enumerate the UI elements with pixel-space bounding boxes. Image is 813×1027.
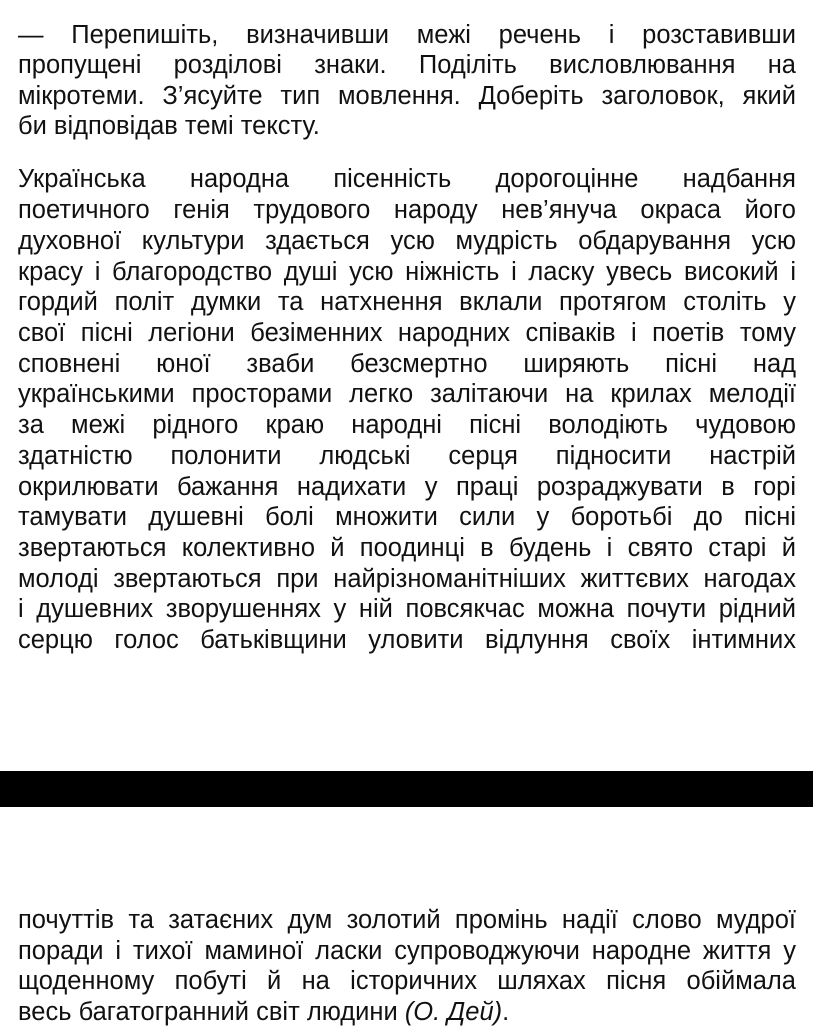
text-line: красу і благородство душі усю ніжність і ласку увесь високий і [18,258,796,286]
last-line-text: весь багатогранний світ людини [18,998,405,1026]
text-line: за межі рідного краю народні пісні володіють чудовою [18,411,796,439]
end-period: . [502,998,510,1026]
text-line: Українська народна пісенність дорогоцінне надбання [18,165,796,193]
task-line: би відповідав темі тексту. [18,112,320,140]
author-attribution: (О. Дей) [404,998,503,1026]
task-line: пропущені розділові знаки. Поділіть висловлювання на [18,51,796,79]
text-last-line [18,997,796,1027]
text-line: окрилювати бажання надихати у праці розраджувати в горі [18,473,796,501]
text-line: здатністю полонити людські серця підносити настрій [18,442,796,470]
text-line: свої пісні легіони безіменних народних співаків і поетів тому [18,319,796,347]
page-break-bar [0,771,813,807]
text-line: почуттів та затаєних дум золотий промінь надії слово мудрої [18,906,796,934]
text-line: гордий політ думки та натхнення вклали протягом століть у [18,288,796,316]
text-line: поради і тихої маминої ласки супроводжуючи народне життя у [18,937,796,965]
text-line: тамувати душевні болі множити сили у боротьбі до пісні [18,503,796,531]
text-line: молоді звертаються при найрізноманітніших життєвих нагодах [18,565,796,593]
text-line: щоденному побуті й на історичних шляхах пісня обіймала [18,967,796,995]
task-line: мікротеми. З’ясуйте тип мовлення. Доберіть заголовок, який [18,82,796,110]
text-line: поетичного генія трудового народу нев’януча окраса його [18,196,796,224]
text-line: і душевних зворушеннях у ній повсякчас можна почути рідний [18,595,796,623]
text-line: сповнені юної зваби безсмертно ширяють пісні над [18,350,796,378]
text-line: серцю голос батьківщини уловити відлуння своїх інтимних [18,626,796,654]
text-line: духовної культури здається усю мудрість обдарування усю [18,227,796,255]
task-line: — Перепишіть, визначивши межі речень і розставивши [18,21,796,49]
text-line: звертаються колективно й поодинці в будень і свято старі й [18,534,796,562]
text-line: українськими просторами легко залітаючи на крилах мелодії [18,380,796,408]
